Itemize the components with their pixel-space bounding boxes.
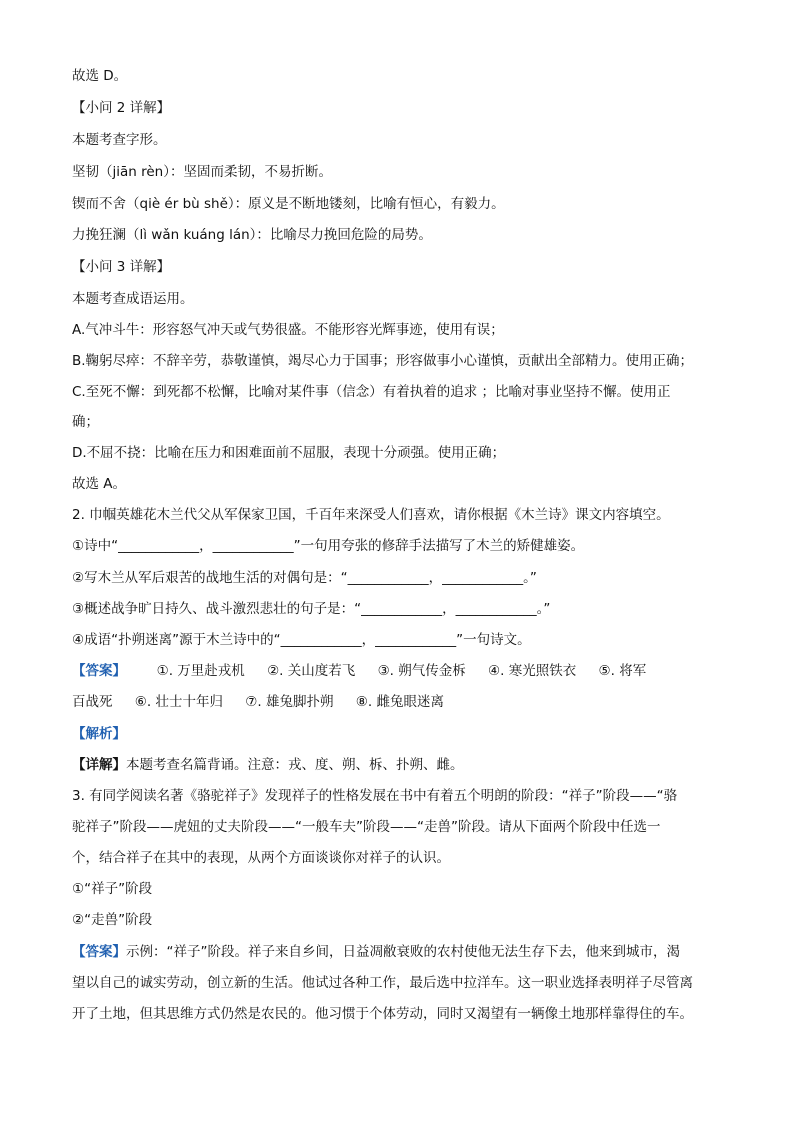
text-line: 本题考查成语运用。	[72, 291, 194, 307]
answer-item: ②. 关山度若飞	[267, 663, 356, 679]
section-heading: 【小问 2 详解】	[72, 100, 171, 116]
answer-item: ③. 朔气传金柝	[377, 663, 466, 679]
fill-blank-1: ①诗中“____________，____________”一句用夸张的修辞手法描写了木兰的矫健雄姿。	[72, 538, 585, 554]
text-line: 本题考查字形。	[72, 132, 167, 148]
text-line: D.不屈不挠：比喻在压力和困难面前不屈服，表现十分顽强。使用正确；	[72, 445, 506, 461]
text-line: 力挽狂澜（lì wǎn kuáng lán）：比喻尽力挽回危险的局势。	[72, 227, 432, 243]
fill-blank-4: ④成语“扑朔迷离”源于木兰诗中的“____________，____________”一句诗文。	[72, 632, 531, 648]
text-line: A.气冲斗牛：形容怒气冲天或气势很盛。不能形容光辉事迹，使用有误；	[72, 322, 504, 338]
question-3-line-1: 3. 有同学阅读名著《骆驼祥子》发现祥子的性格发展在书中有着五个明朗的阶段：“祥子”阶段——“骆	[72, 788, 678, 804]
analysis-heading	[72, 718, 724, 750]
answer-2-line-1	[72, 655, 724, 687]
answer-tag: 【答案】	[72, 663, 126, 679]
text-line: 确；	[72, 414, 99, 430]
answer-item: 百战死	[72, 694, 113, 710]
text-line: B.鞠躬尽瘁：不辞辛劳，恭敬谨慎，竭尽心力于国事；形容做事小心谨慎，贡献出全部精力。使用正确；	[72, 353, 694, 369]
detail-line	[72, 749, 724, 781]
answer-tag: 【答案】	[72, 944, 126, 960]
text-line: 故选 D。	[72, 68, 128, 84]
detail-text: 本题考查名篇背诵。注意：戎、度、朔、柝、扑朔、雌。	[126, 757, 464, 773]
text-line: 锲而不舍（qiè ér bù shě）：原义是不断地镂刻，比喻有恒心，有毅力。	[72, 196, 505, 212]
answer-item: ①. 万里赴戎机	[156, 663, 245, 679]
text-line: C.至死不懈：到死都不松懈，比喻对某件事（信念）有着执着的追求 ；比喻对事业坚持不懈。使用正	[72, 384, 671, 400]
answer-3-line-1	[72, 936, 724, 968]
text-line: 坚韧（jiān rèn）：坚固而柔韧，不易折断。	[72, 164, 332, 180]
analysis-tag: 【解析】	[72, 726, 126, 742]
answer-item: ⑦. 雄兔脚扑朔	[245, 694, 334, 710]
answer-item: ⑧. 雌兔眼迷离	[355, 694, 444, 710]
question-3-option-1: ①“祥子”阶段	[72, 881, 153, 897]
question-3-line-2: 驼祥子”阶段——虎妞的丈夫阶段——“一般车夫”阶段——“走兽”阶段。请从下面两个阶段中任选一	[72, 819, 661, 835]
answer-2-line-2	[72, 686, 724, 718]
answer-item: ⑤. 将军	[598, 663, 647, 679]
question-3-option-2: ②“走兽”阶段	[72, 912, 153, 928]
text-line: 故选 A。	[72, 476, 127, 492]
answer-3-line-2: 望以自己的诚实劳动，创立新的生活。他试过各种工作，最后选中拉洋车。这一职业选择表明祥子尽管离	[72, 975, 693, 991]
detail-tag: 【详解】	[72, 757, 126, 773]
question-3-line-3: 个，结合祥子在其中的表现，从两个方面谈谈你对祥子的认识。	[72, 850, 450, 866]
fill-blank-2: ②写木兰从军后艰苦的战地生活的对偶句是：“____________，____________。”	[72, 570, 537, 586]
question-2: 2. 巾帼英雄花木兰代父从军保家卫国，千百年来深受人们喜欢，请你根据《木兰诗》课文内容填空。	[72, 507, 670, 523]
fill-blank-3: ③概述战争旷日持久、战斗激烈悲壮的句子是：“____________，____________。”	[72, 601, 551, 617]
answer-item: ④. 寒光照铁衣	[488, 663, 577, 679]
answer-text: 示例：“祥子”阶段。祥子来自乡间，日益凋敝衰败的农村使他无法生存下去，他来到城市，渴	[126, 944, 680, 960]
answer-3-line-3: 开了土地，但其思维方式仍然是农民的。他习惯于个体劳动，同时又渴望有一辆像土地那样靠得住的车。	[72, 1006, 693, 1022]
section-heading: 【小问 3 详解】	[72, 259, 171, 275]
answer-item: ⑥. 壮士十年归	[134, 694, 223, 710]
